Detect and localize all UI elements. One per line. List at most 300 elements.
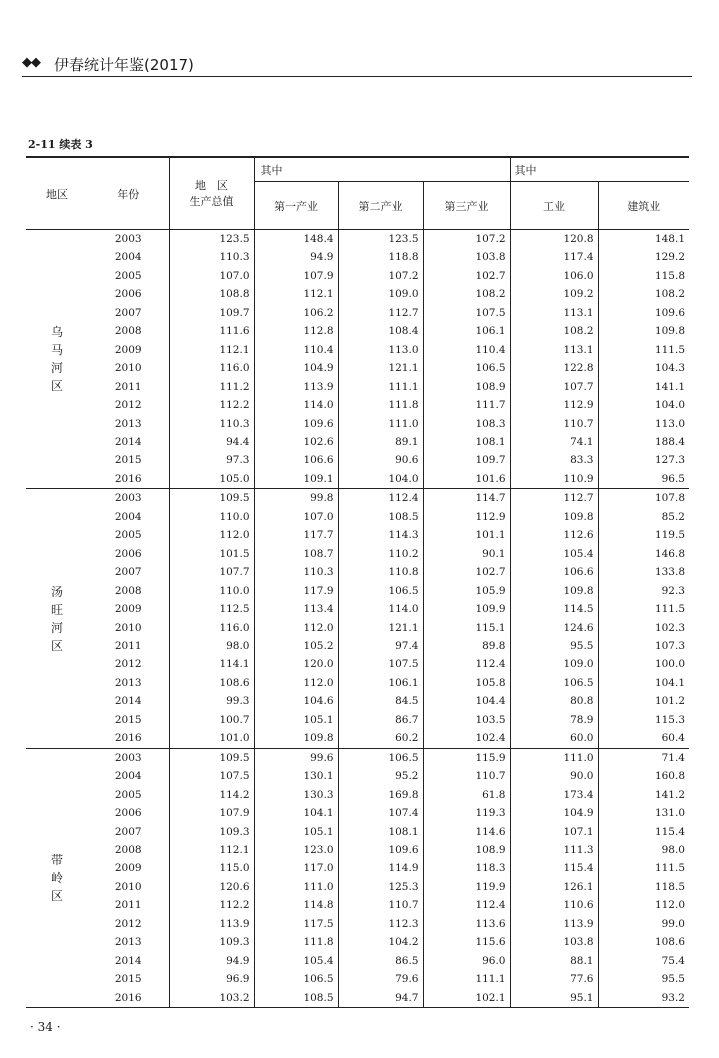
year-cell: 2003 bbox=[88, 230, 169, 249]
tertiary-cell: 110.4 bbox=[423, 341, 510, 359]
table-row bbox=[26, 600, 689, 618]
construction-cell: 119.5 bbox=[654, 529, 685, 542]
region-name-char: 河 bbox=[50, 361, 63, 376]
secondary-cell: 86.5 bbox=[338, 952, 423, 970]
construction-cell: 108.2 bbox=[654, 288, 685, 301]
industry-cell: 103.8 bbox=[510, 933, 598, 951]
table-row bbox=[26, 378, 689, 396]
secondary-cell: 104.0 bbox=[338, 470, 423, 489]
industry-cell: 106.6 bbox=[510, 563, 598, 581]
secondary-cell: 113.0 bbox=[338, 341, 423, 359]
table-row bbox=[26, 655, 689, 673]
secondary-cell: 79.6 bbox=[338, 970, 423, 988]
primary-cell: 105.1 bbox=[254, 711, 338, 729]
industry-cell: 107.7 bbox=[510, 378, 598, 396]
secondary-cell: 84.5 bbox=[338, 692, 423, 710]
construction-cell: 148.1 bbox=[654, 233, 685, 245]
construction-cell: 101.2 bbox=[654, 695, 685, 708]
construction-cell: 111.5 bbox=[654, 862, 685, 875]
industry-cell: 80.8 bbox=[510, 692, 598, 710]
primary-cell: 105.1 bbox=[254, 823, 338, 841]
tertiary-cell: 114.7 bbox=[423, 489, 510, 508]
column-header-primary: 第一产业 bbox=[254, 182, 338, 230]
construction-cell: 104.0 bbox=[654, 399, 685, 412]
primary-cell: 117.0 bbox=[254, 859, 338, 877]
construction-cell: 100.0 bbox=[654, 658, 685, 671]
industry-cell: 110.9 bbox=[510, 470, 598, 489]
secondary-cell: 112.3 bbox=[338, 915, 423, 933]
tertiary-cell: 109.7 bbox=[423, 451, 510, 469]
primary-cell: 112.8 bbox=[254, 322, 338, 340]
construction-cell: 85.2 bbox=[661, 510, 685, 523]
year-cell: 2012 bbox=[88, 915, 169, 933]
year-cell: 2009 bbox=[88, 341, 169, 359]
secondary-cell: 111.0 bbox=[338, 415, 423, 433]
tertiary-cell: 105.8 bbox=[423, 674, 510, 692]
industry-cell: 109.8 bbox=[510, 508, 598, 526]
table-row bbox=[26, 248, 689, 266]
table-row bbox=[26, 711, 689, 729]
tertiary-cell: 115.1 bbox=[423, 619, 510, 637]
tertiary-cell: 101.1 bbox=[423, 526, 510, 544]
secondary-cell: 121.1 bbox=[338, 619, 423, 637]
industry-cell: 83.3 bbox=[510, 451, 598, 469]
gdp-cell: 112.1 bbox=[169, 341, 254, 359]
primary-cell: 113.9 bbox=[254, 378, 338, 396]
tertiary-cell: 103.8 bbox=[423, 248, 510, 266]
year-cell: 2011 bbox=[88, 637, 169, 655]
primary-cell: 110.4 bbox=[254, 341, 338, 359]
column-header-tertiary: 第三产业 bbox=[423, 182, 510, 230]
secondary-cell: 60.2 bbox=[338, 729, 423, 748]
table-body bbox=[26, 230, 689, 1008]
construction-cell: 108.6 bbox=[654, 936, 685, 949]
gdp-cell: 109.3 bbox=[169, 823, 254, 841]
industry-cell: 90.0 bbox=[510, 767, 598, 785]
table-row bbox=[26, 637, 689, 655]
gdp-cell: 109.3 bbox=[169, 933, 254, 951]
year-cell: 2004 bbox=[88, 767, 169, 785]
secondary-cell: 111.8 bbox=[338, 396, 423, 414]
secondary-cell: 110.7 bbox=[338, 896, 423, 914]
primary-cell: 106.5 bbox=[254, 970, 338, 988]
secondary-cell: 90.6 bbox=[338, 451, 423, 469]
secondary-cell: 107.2 bbox=[338, 267, 423, 285]
gdp-cell: 120.6 bbox=[169, 878, 254, 896]
industry-cell: 95.5 bbox=[510, 637, 598, 655]
gdp-cell: 107.0 bbox=[169, 267, 254, 285]
primary-cell: 99.6 bbox=[254, 748, 338, 767]
year-cell: 2013 bbox=[88, 933, 169, 951]
secondary-cell: 95.2 bbox=[338, 767, 423, 785]
construction-cell: 113.0 bbox=[654, 417, 685, 430]
year-cell: 2015 bbox=[88, 970, 169, 988]
gdp-cell: 110.0 bbox=[169, 508, 254, 526]
column-header-gdp: 地 区 生产总值 bbox=[169, 157, 254, 230]
year-cell: 2008 bbox=[88, 582, 169, 600]
region-name-cell bbox=[26, 230, 88, 489]
gdp-cell: 105.0 bbox=[169, 470, 254, 489]
industry-cell: 104.9 bbox=[510, 804, 598, 822]
tertiary-cell: 102.7 bbox=[423, 563, 510, 581]
year-cell: 2016 bbox=[88, 470, 169, 489]
table-row bbox=[26, 433, 689, 451]
year-cell: 2016 bbox=[88, 729, 169, 748]
gdp-cell: 112.1 bbox=[169, 841, 254, 859]
tertiary-cell: 107.5 bbox=[423, 304, 510, 322]
secondary-cell: 114.3 bbox=[338, 526, 423, 544]
gdp-cell: 107.5 bbox=[169, 767, 254, 785]
tertiary-cell: 101.6 bbox=[423, 470, 510, 489]
tertiary-cell: 102.7 bbox=[423, 267, 510, 285]
primary-cell: 130.3 bbox=[254, 786, 338, 804]
primary-cell: 112.0 bbox=[254, 619, 338, 637]
tertiary-cell: 108.1 bbox=[423, 433, 510, 451]
table-row bbox=[26, 878, 689, 896]
gdp-cell: 112.5 bbox=[169, 600, 254, 618]
year-cell: 2006 bbox=[88, 285, 169, 303]
table-row bbox=[26, 692, 689, 710]
construction-cell: 95.5 bbox=[661, 973, 685, 986]
table-row bbox=[26, 729, 689, 748]
secondary-cell: 169.8 bbox=[338, 786, 423, 804]
construction-cell: 141.2 bbox=[654, 788, 685, 801]
secondary-cell: 110.8 bbox=[338, 563, 423, 581]
year-cell: 2007 bbox=[88, 563, 169, 581]
region-name-char: 区 bbox=[50, 888, 63, 903]
secondary-cell: 108.5 bbox=[338, 508, 423, 526]
industry-cell: 105.4 bbox=[510, 545, 598, 563]
industry-cell: 112.9 bbox=[510, 396, 598, 414]
region-name-char: 区 bbox=[50, 638, 63, 653]
table-row bbox=[26, 896, 689, 914]
table-row bbox=[26, 451, 689, 469]
secondary-cell: 109.6 bbox=[338, 841, 423, 859]
secondary-cell: 106.5 bbox=[338, 582, 423, 600]
construction-cell: 71.4 bbox=[661, 751, 685, 764]
gdp-cell: 107.7 bbox=[169, 563, 254, 581]
primary-cell: 111.0 bbox=[254, 878, 338, 896]
gdp-cell: 113.9 bbox=[169, 915, 254, 933]
construction-cell: 92.3 bbox=[661, 584, 685, 597]
table-row bbox=[26, 526, 689, 544]
region-name-char: 乌 bbox=[50, 325, 63, 340]
construction-cell: 129.2 bbox=[654, 251, 685, 264]
construction-cell: 98.0 bbox=[661, 843, 685, 856]
tertiary-cell: 109.9 bbox=[423, 600, 510, 618]
primary-cell: 107.0 bbox=[254, 508, 338, 526]
secondary-cell: 112.4 bbox=[338, 489, 423, 508]
year-cell: 2007 bbox=[88, 304, 169, 322]
secondary-cell: 121.1 bbox=[338, 359, 423, 377]
construction-cell: 93.2 bbox=[598, 989, 689, 1008]
primary-cell: 104.1 bbox=[254, 804, 338, 822]
year-cell: 2005 bbox=[88, 526, 169, 544]
primary-cell: 108.7 bbox=[254, 545, 338, 563]
secondary-cell: 106.1 bbox=[338, 674, 423, 692]
gdp-cell: 109.7 bbox=[169, 304, 254, 322]
industry-cell: 126.1 bbox=[510, 878, 598, 896]
industry-cell: 78.9 bbox=[510, 711, 598, 729]
industry-cell: 111.3 bbox=[510, 841, 598, 859]
tertiary-cell: 104.4 bbox=[423, 692, 510, 710]
construction-cell: 99.0 bbox=[661, 917, 685, 930]
gdp-cell: 98.0 bbox=[169, 637, 254, 655]
tertiary-cell: 90.1 bbox=[423, 545, 510, 563]
region-name-char: 汤 bbox=[50, 584, 63, 599]
primary-cell: 112.1 bbox=[254, 285, 338, 303]
tertiary-cell: 61.8 bbox=[423, 786, 510, 804]
secondary-cell: 89.1 bbox=[338, 433, 423, 451]
table-row bbox=[26, 285, 689, 303]
tertiary-cell: 96.0 bbox=[423, 952, 510, 970]
primary-cell: 109.1 bbox=[254, 470, 338, 489]
tertiary-cell: 108.9 bbox=[423, 378, 510, 396]
secondary-cell: 123.5 bbox=[338, 230, 423, 249]
table-row bbox=[26, 359, 689, 377]
year-cell: 2015 bbox=[88, 711, 169, 729]
industry-cell: 110.7 bbox=[510, 415, 598, 433]
secondary-cell: 114.0 bbox=[338, 600, 423, 618]
construction-cell: 104.1 bbox=[654, 676, 685, 689]
industry-cell: 74.1 bbox=[510, 433, 598, 451]
column-group-header-1: 其中 bbox=[254, 157, 510, 182]
primary-cell: 106.2 bbox=[254, 304, 338, 322]
year-cell: 2010 bbox=[88, 359, 169, 377]
gdp-cell: 109.5 bbox=[169, 748, 254, 767]
secondary-cell: 108.4 bbox=[338, 322, 423, 340]
industry-cell: 120.8 bbox=[510, 230, 598, 249]
primary-cell: 120.0 bbox=[254, 655, 338, 673]
year-cell: 2007 bbox=[88, 823, 169, 841]
construction-cell: 160.8 bbox=[654, 770, 685, 783]
gdp-cell: 112.2 bbox=[169, 896, 254, 914]
secondary-cell: 104.2 bbox=[338, 933, 423, 951]
year-cell: 2003 bbox=[88, 748, 169, 767]
tertiary-cell: 108.3 bbox=[423, 415, 510, 433]
tertiary-cell: 110.7 bbox=[423, 767, 510, 785]
tertiary-cell: 118.3 bbox=[423, 859, 510, 877]
primary-cell: 108.5 bbox=[254, 989, 338, 1008]
primary-cell: 111.8 bbox=[254, 933, 338, 951]
table-row bbox=[26, 970, 689, 988]
construction-cell: 109.6 bbox=[654, 306, 685, 319]
tertiary-cell: 111.1 bbox=[423, 970, 510, 988]
table-row bbox=[26, 859, 689, 877]
region-name-char: 马 bbox=[50, 343, 63, 358]
table-row bbox=[26, 322, 689, 340]
tertiary-cell: 106.1 bbox=[423, 322, 510, 340]
industry-cell: 122.8 bbox=[510, 359, 598, 377]
column-header-industry: 工业 bbox=[510, 182, 598, 230]
secondary-cell: 109.0 bbox=[338, 285, 423, 303]
table-label: 2-11 续表 3 bbox=[28, 138, 93, 151]
secondary-cell: 112.7 bbox=[338, 304, 423, 322]
year-cell: 2014 bbox=[88, 433, 169, 451]
construction-cell: 188.4 bbox=[654, 435, 685, 448]
gdp-cell: 116.0 bbox=[169, 359, 254, 377]
tertiary-cell: 119.9 bbox=[423, 878, 510, 896]
gdp-cell: 123.5 bbox=[169, 230, 254, 249]
industry-cell: 106.0 bbox=[510, 267, 598, 285]
construction-cell: 127.3 bbox=[654, 454, 685, 467]
tertiary-cell: 108.9 bbox=[423, 841, 510, 859]
table-row bbox=[26, 563, 689, 581]
gdp-cell: 108.6 bbox=[169, 674, 254, 692]
industry-cell: 117.4 bbox=[510, 248, 598, 266]
table-row bbox=[26, 915, 689, 933]
table-row bbox=[26, 545, 689, 563]
table-row bbox=[26, 786, 689, 804]
table-row bbox=[26, 619, 689, 637]
secondary-cell: 94.7 bbox=[338, 989, 423, 1008]
tertiary-cell: 115.9 bbox=[423, 748, 510, 767]
year-cell: 2004 bbox=[88, 508, 169, 526]
table-row bbox=[26, 841, 689, 859]
industry-cell: 111.0 bbox=[510, 748, 598, 767]
primary-cell: 112.0 bbox=[254, 674, 338, 692]
secondary-cell: 111.1 bbox=[338, 378, 423, 396]
construction-cell: 109.8 bbox=[654, 325, 685, 338]
year-cell: 2010 bbox=[88, 619, 169, 637]
industry-cell: 114.5 bbox=[510, 600, 598, 618]
gdp-cell: 107.9 bbox=[169, 804, 254, 822]
tertiary-cell: 111.7 bbox=[423, 396, 510, 414]
construction-cell: 107.3 bbox=[654, 639, 685, 652]
construction-cell: 111.5 bbox=[654, 603, 685, 616]
industry-cell: 113.9 bbox=[510, 915, 598, 933]
year-cell: 2004 bbox=[88, 248, 169, 266]
construction-cell: 133.8 bbox=[654, 566, 685, 579]
year-cell: 2003 bbox=[88, 489, 169, 508]
region-name-char: 带 bbox=[50, 852, 63, 867]
construction-cell: 107.8 bbox=[654, 492, 685, 505]
construction-cell: 104.3 bbox=[654, 362, 685, 375]
page-header bbox=[22, 55, 692, 77]
gdp-cell: 101.0 bbox=[169, 729, 254, 748]
gdp-cell: 99.3 bbox=[169, 692, 254, 710]
construction-cell: 112.0 bbox=[654, 899, 685, 912]
gdp-cell: 110.0 bbox=[169, 582, 254, 600]
table-row bbox=[26, 582, 689, 600]
region-name-cell bbox=[26, 748, 88, 1007]
construction-cell: 60.4 bbox=[598, 729, 689, 748]
primary-cell: 109.8 bbox=[254, 729, 338, 748]
year-cell: 2008 bbox=[88, 841, 169, 859]
gdp-cell: 100.7 bbox=[169, 711, 254, 729]
table-row bbox=[26, 304, 689, 322]
column-header-region: 地区 bbox=[26, 157, 88, 230]
primary-cell: 104.9 bbox=[254, 359, 338, 377]
table-row bbox=[26, 396, 689, 414]
primary-cell: 117.9 bbox=[254, 582, 338, 600]
primary-cell: 104.6 bbox=[254, 692, 338, 710]
year-cell: 2016 bbox=[88, 989, 169, 1008]
industry-cell: 109.0 bbox=[510, 655, 598, 673]
table-row bbox=[26, 489, 689, 508]
year-cell: 2006 bbox=[88, 804, 169, 822]
construction-cell: 115.8 bbox=[654, 269, 685, 282]
secondary-cell: 106.5 bbox=[338, 748, 423, 767]
year-cell: 2014 bbox=[88, 692, 169, 710]
secondary-cell: 107.4 bbox=[338, 804, 423, 822]
industry-cell: 106.5 bbox=[510, 674, 598, 692]
page-number: · 34 · bbox=[30, 1020, 61, 1034]
year-cell: 2010 bbox=[88, 878, 169, 896]
industry-cell: 112.7 bbox=[510, 489, 598, 508]
year-cell: 2009 bbox=[88, 859, 169, 877]
column-group-header-2: 其中 bbox=[510, 157, 689, 182]
header-rule bbox=[22, 76, 692, 77]
primary-cell: 94.9 bbox=[254, 248, 338, 266]
primary-cell: 123.0 bbox=[254, 841, 338, 859]
table-row bbox=[26, 267, 689, 285]
primary-cell: 102.6 bbox=[254, 433, 338, 451]
gdp-cell: 115.0 bbox=[169, 859, 254, 877]
column-header-construction: 建筑业 bbox=[598, 182, 689, 230]
industry-cell: 108.2 bbox=[510, 322, 598, 340]
table-row bbox=[26, 470, 689, 489]
year-cell: 2011 bbox=[88, 896, 169, 914]
gdp-cell: 110.3 bbox=[169, 415, 254, 433]
secondary-cell: 108.1 bbox=[338, 823, 423, 841]
tertiary-cell: 119.3 bbox=[423, 804, 510, 822]
table-row bbox=[26, 341, 689, 359]
primary-cell: 99.8 bbox=[254, 489, 338, 508]
secondary-cell: 97.4 bbox=[338, 637, 423, 655]
gdp-cell: 112.0 bbox=[169, 526, 254, 544]
industry-cell: 60.0 bbox=[510, 729, 598, 748]
industry-cell: 113.1 bbox=[510, 304, 598, 322]
tertiary-cell: 113.6 bbox=[423, 915, 510, 933]
table-row bbox=[26, 230, 689, 249]
construction-cell: 146.8 bbox=[654, 547, 685, 560]
construction-cell: 115.4 bbox=[654, 825, 685, 838]
gdp-cell: 96.9 bbox=[169, 970, 254, 988]
table-row bbox=[26, 415, 689, 433]
construction-cell: 102.3 bbox=[654, 621, 685, 634]
gdp-cell: 111.2 bbox=[169, 378, 254, 396]
gdp-cell: 116.0 bbox=[169, 619, 254, 637]
primary-cell: 113.4 bbox=[254, 600, 338, 618]
primary-cell: 114.8 bbox=[254, 896, 338, 914]
industry-cell: 95.1 bbox=[510, 989, 598, 1008]
column-header-secondary: 第二产业 bbox=[338, 182, 423, 230]
primary-cell: 105.2 bbox=[254, 637, 338, 655]
secondary-cell: 125.3 bbox=[338, 878, 423, 896]
gdp-cell: 112.2 bbox=[169, 396, 254, 414]
year-cell: 2011 bbox=[88, 378, 169, 396]
region-name-char: 岭 bbox=[50, 870, 63, 885]
secondary-cell: 114.9 bbox=[338, 859, 423, 877]
gdp-cell: 97.3 bbox=[169, 451, 254, 469]
region-name-char: 河 bbox=[50, 620, 63, 635]
column-header-year: 年份 bbox=[88, 157, 169, 230]
tertiary-cell: 112.9 bbox=[423, 508, 510, 526]
gdp-cell: 94.4 bbox=[169, 433, 254, 451]
tertiary-cell: 102.1 bbox=[423, 989, 510, 1008]
primary-cell: 109.6 bbox=[254, 415, 338, 433]
table-row bbox=[26, 952, 689, 970]
industry-cell: 109.2 bbox=[510, 285, 598, 303]
construction-cell: 118.5 bbox=[654, 880, 685, 893]
table-row bbox=[26, 748, 689, 767]
primary-cell: 106.6 bbox=[254, 451, 338, 469]
region-name-cell bbox=[26, 489, 88, 748]
yearbook-title: 伊春统计年鉴(2017) bbox=[54, 56, 194, 74]
gdp-cell: 109.5 bbox=[169, 489, 254, 508]
industry-cell: 124.6 bbox=[510, 619, 598, 637]
